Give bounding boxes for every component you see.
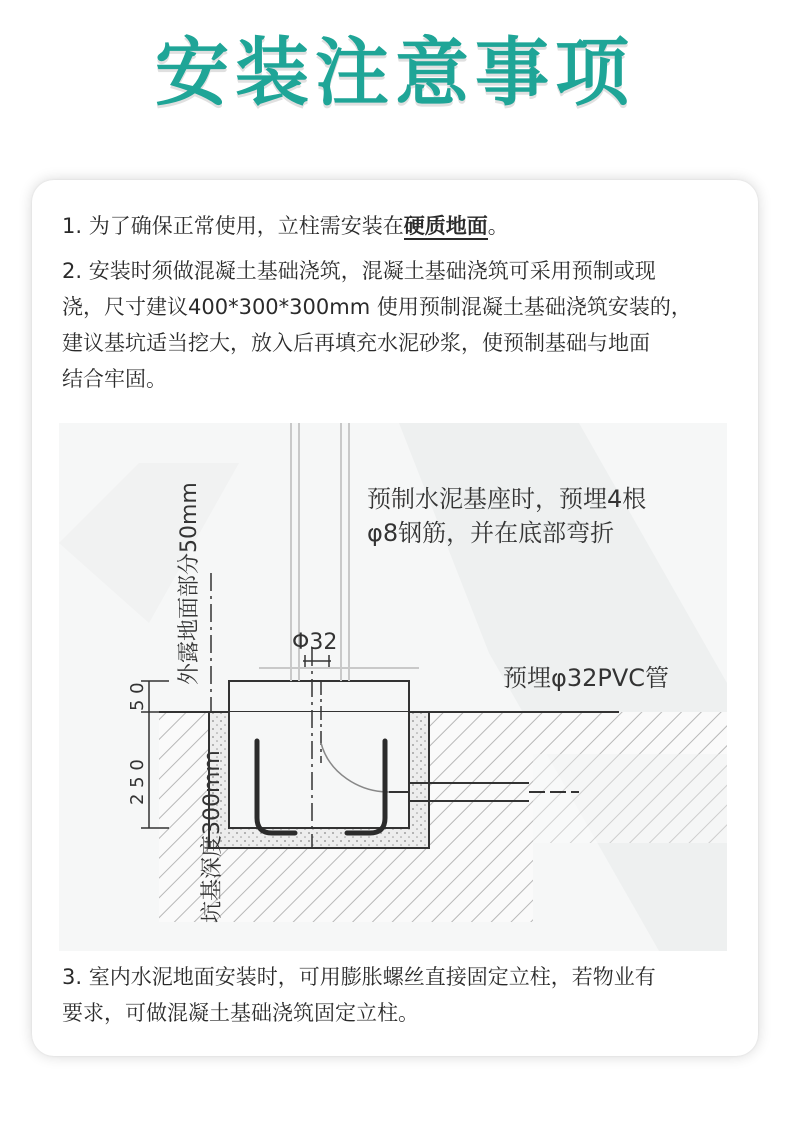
- label-phi32: Φ32: [292, 630, 338, 655]
- note-2-line: 结合牢固。: [62, 367, 167, 391]
- dimension-50: 5 0: [127, 682, 148, 711]
- note-2-line: 建议基坑适当挖大，放入后再填充水泥砂浆，使预制基础与地面: [62, 331, 650, 355]
- note-1-emphasis: 硬质地面: [403, 214, 488, 238]
- note-1-text: 1. 为了确保正常使用，立柱需安装在: [62, 214, 404, 238]
- notes-card: [32, 180, 758, 1056]
- note-2: [62, 253, 732, 397]
- note-2-line: 浇，尺寸建议400*300*300mm 使用预制混凝土基础浇筑安装的，: [62, 295, 692, 319]
- label-pvc-pipe: 预埋φ32PVC管: [503, 664, 670, 692]
- label-pit-depth: 坑基深度300mm: [200, 750, 225, 923]
- label-rebar-note: 预制水泥基座时，预埋4根: [367, 485, 647, 513]
- note-3-line: 要求，可做混凝土基础浇筑固定立柱。: [62, 1001, 419, 1025]
- note-1: [62, 208, 732, 244]
- foundation-diagram: [59, 423, 727, 951]
- label-exposed-height: 外露地面部分50mm: [177, 482, 202, 685]
- label-rebar-note: φ8钢筋，并在底部弯折: [367, 519, 615, 547]
- note-3: [62, 959, 732, 1031]
- page-title: 安装注意事项: [155, 30, 635, 116]
- note-2-line: 2. 安装时须做混凝土基础浇筑，混凝土基础浇筑可采用预制或现: [62, 259, 656, 283]
- note-1-end: 。: [487, 214, 509, 238]
- note-3-line: 3. 室内水泥地面安装时，可用膨胀螺丝直接固定立柱，若物业有: [62, 965, 656, 989]
- dimension-250: 2 5 0: [127, 759, 148, 805]
